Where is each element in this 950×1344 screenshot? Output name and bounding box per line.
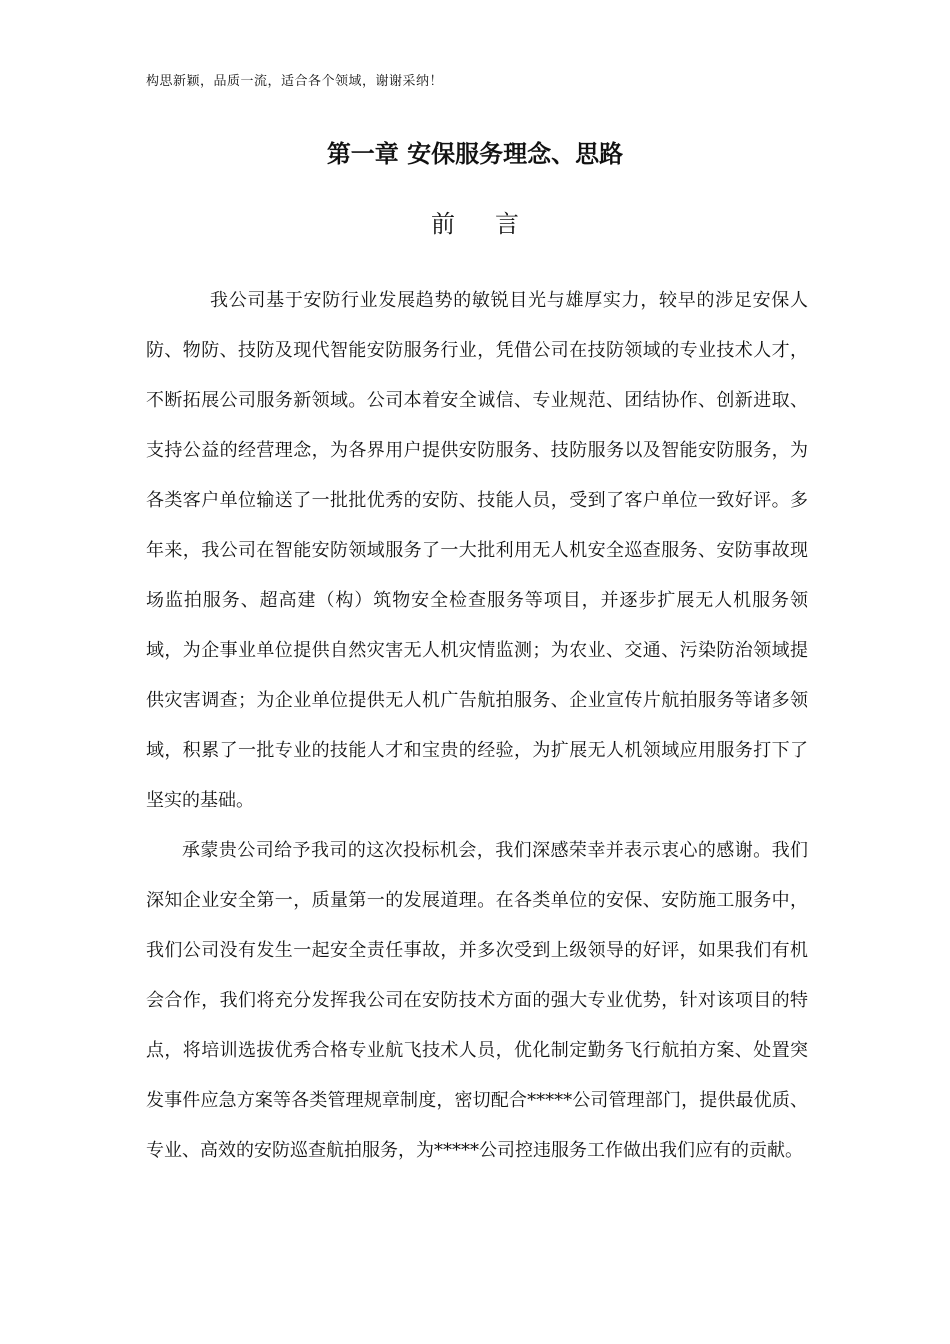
section-title: 前言 bbox=[431, 210, 559, 238]
paragraph-2: 承蒙贵公司给予我司的这次投标机会，我们深感荣幸并表示衷心的感谢。我们深知企业安全第一，质量第一的发展道理。在各类单位的安保、安防施工服务中，我们公司没有发生一起安全责任事故，并多次受到上级领导的好评，如果我们有机会合作，我们将充分发挥我公司在安防技术方面的强大专业优势，针对该项目的特点，将培训选拔优秀合格专业航飞技术人员，优化制定勤务飞行航拍方案、处置突发事件应急方案等各类管理规章制度，密切配合*****公司管理部门，提供最优质、专业、高效的安防巡查航拍服务，为*****公司控违服务工作做出我们应有的贡献。 bbox=[146, 840, 808, 1161]
header-note: 构思新颖，品质一流，适合各个领域，谢谢采纳！ bbox=[146, 74, 444, 89]
paragraph-1: 我公司基于安防行业发展趋势的敏锐目光与雄厚实力，较早的涉足安保人防、物防、技防及现代智能安防服务行业，凭借公司在技防领域的专业技术人才，不断拓展公司服务新领域。公司本着安全诚信、专业规范、团结协作、创新进取、支持公益的经营理念，为各界用户提供安防服务、技防服务以及智能安防服务，为各类客户单位输送了一批批优秀的安防、技能人员，受到了客户单位一致好评。多年来，我公司在智能安防领域服务了一大批利用无人机安全巡查服务、安防事故现场监拍服务、超高建（构）筑物安全检查服务等项目，并逐步扩展无人机服务领域，为企事业单位提供自然灾害无人机灾情监测；为农业、交通、污染防治领域提供灾害调查；为企业单位提供无人机广告航拍服务、企业宣传片航拍服务等诸多领域，积累了一批专业的技能人才和宝贵的经验，为扩展无人机领域应用服务打下了坚实的基础。 bbox=[146, 290, 808, 811]
body-text bbox=[146, 276, 808, 1176]
chapter-title: 第一章 安保服务理念、思路 bbox=[326, 140, 624, 168]
